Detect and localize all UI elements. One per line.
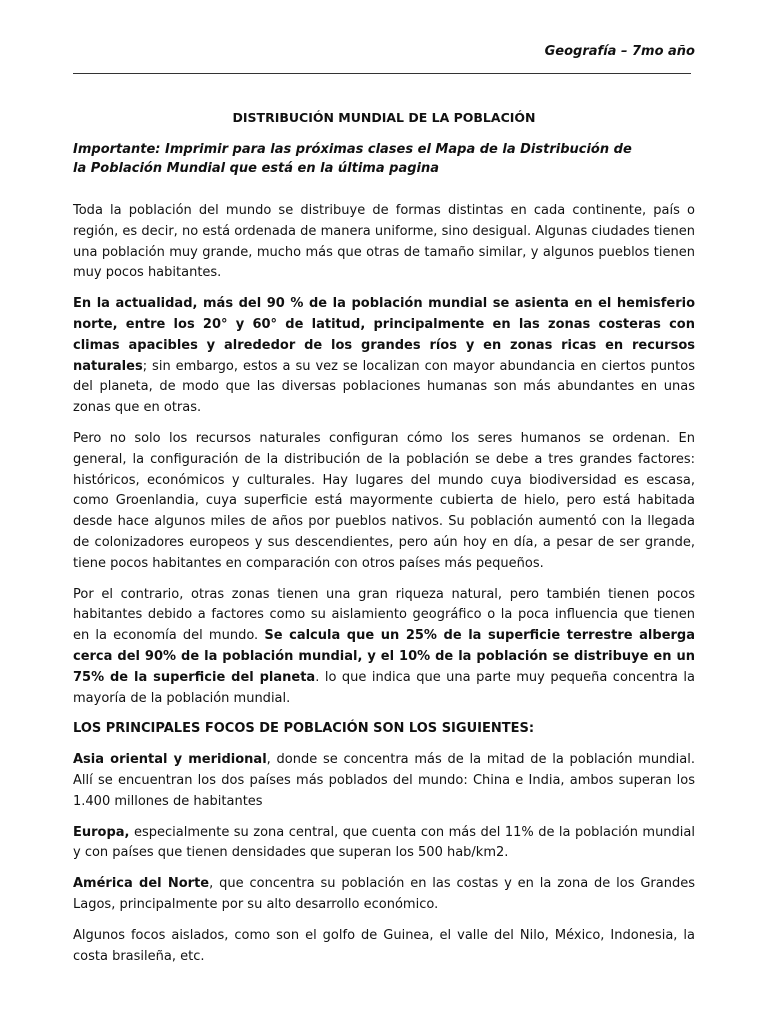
focus-asia-rest: , donde se concentra más de la mitad de la población mundial. Allí se encuentran los dos países más poblados del mundo: China e India, ambos superan los 1.400 millones de habitantes <box>73 752 695 809</box>
important-note: Importante: Imprimir para las próximas clases el Mapa de la Distribución de la Población Mundial que está en la última pagina <box>73 142 632 176</box>
focus-america <box>73 874 695 916</box>
foci-heading: LOS PRINCIPALES FOCOS DE POBLACIÓN SON LOS SIGUIENTES: <box>73 721 535 737</box>
paragraph-2 <box>73 294 695 419</box>
header-subject: Geografía – 7mo año <box>544 44 695 59</box>
paragraph-3: Pero no solo los recursos naturales configuran cómo los seres humanos se ordenan. En general, la configuración de la distribución de la población se debe a tres grandes factores: históricos, económicos y culturales. Hay lugares del mundo cuya biodiversidad es escasa, como Groenlandia, cuya superficie está mayormente cubierta de hielo, pero está habitada desde hace algunos miles de años por pueblos nativos. Su población aumentó con la llegada de colonizadores europeos y sus descendientes, pero aún hoy en día, a pesar de ser grande, tiene pocos habitantes en comparación con otros países más pequeños. <box>73 430 695 571</box>
focus-europa-rest: especialmente su zona central, que cuenta con más del 11% de la población mundial y con países que tienen densidades que superan los 500 hab/km2. <box>73 824 695 861</box>
paragraph-4-rest: . lo que indica que una parte muy pequeña concentra la mayoría de la población mundial. <box>73 669 695 706</box>
focus-america-bold: América del Norte <box>73 876 210 892</box>
paragraph-1: Toda la población del mundo se distribuye de formas distintas en cada continente, país o región, es decir, no está ordenada de manera uniforme, sino desigual. Algunas ciudades tienen una población muy grande, mucho más que otras de tamaño similar, y algunos pueblos tienen muy pocos habitantes. <box>73 203 695 281</box>
focus-europa-bold: Europa, <box>73 824 130 840</box>
focus-america-rest: , que concentra su población en las costas y en la zona de los Grandes Lagos, principalmente por su alto desarrollo económico. <box>73 876 695 912</box>
focus-otros: Algunos focos aislados, como son el golfo de Guinea, el valle del Nilo, México, Indonesia, la costa brasileña, etc. <box>73 927 695 964</box>
paragraph-2-bold: En la actualidad, más del 90 % de la población mundial se asienta en el hemisferio norte, entre los 20° y 60° de latitud, principalmente en las zonas costeras con climas apacibles y alrededor de los grandes ríos y en zonas ricas en recursos naturales <box>73 296 695 374</box>
paragraph-4 <box>73 585 695 710</box>
document-body <box>73 201 695 977</box>
paragraph-4-start: Por el contrario, otras zonas tienen una gran riqueza natural, pero también tienen pocos habitantes debido a factores como su aislamiento geográfico o la poca influencia que tienen en la economía del mundo. <box>73 586 695 644</box>
focus-asia <box>73 750 695 812</box>
paragraph-4-bold: Se calcula que un 25% de la superficie terrestre alberga cerca del 90% de la población mundial, y el 10% de la población se distribuye en un 75% de la superficie del planeta <box>73 628 695 685</box>
document-title: DISTRIBUCIÓN MUNDIAL DE LA POBLACIÓN <box>232 110 536 125</box>
paragraph-2-rest: ; sin embargo, estos a su vez se localizan con mayor abundancia en ciertos puntos del planeta, de modo que las diversas poblaciones humanas son más abundantes en unas zonas que en otras. <box>73 358 695 416</box>
focus-europa <box>73 823 695 865</box>
focus-asia-bold: Asia oriental y meridional <box>73 752 267 768</box>
header-rule <box>73 73 691 74</box>
